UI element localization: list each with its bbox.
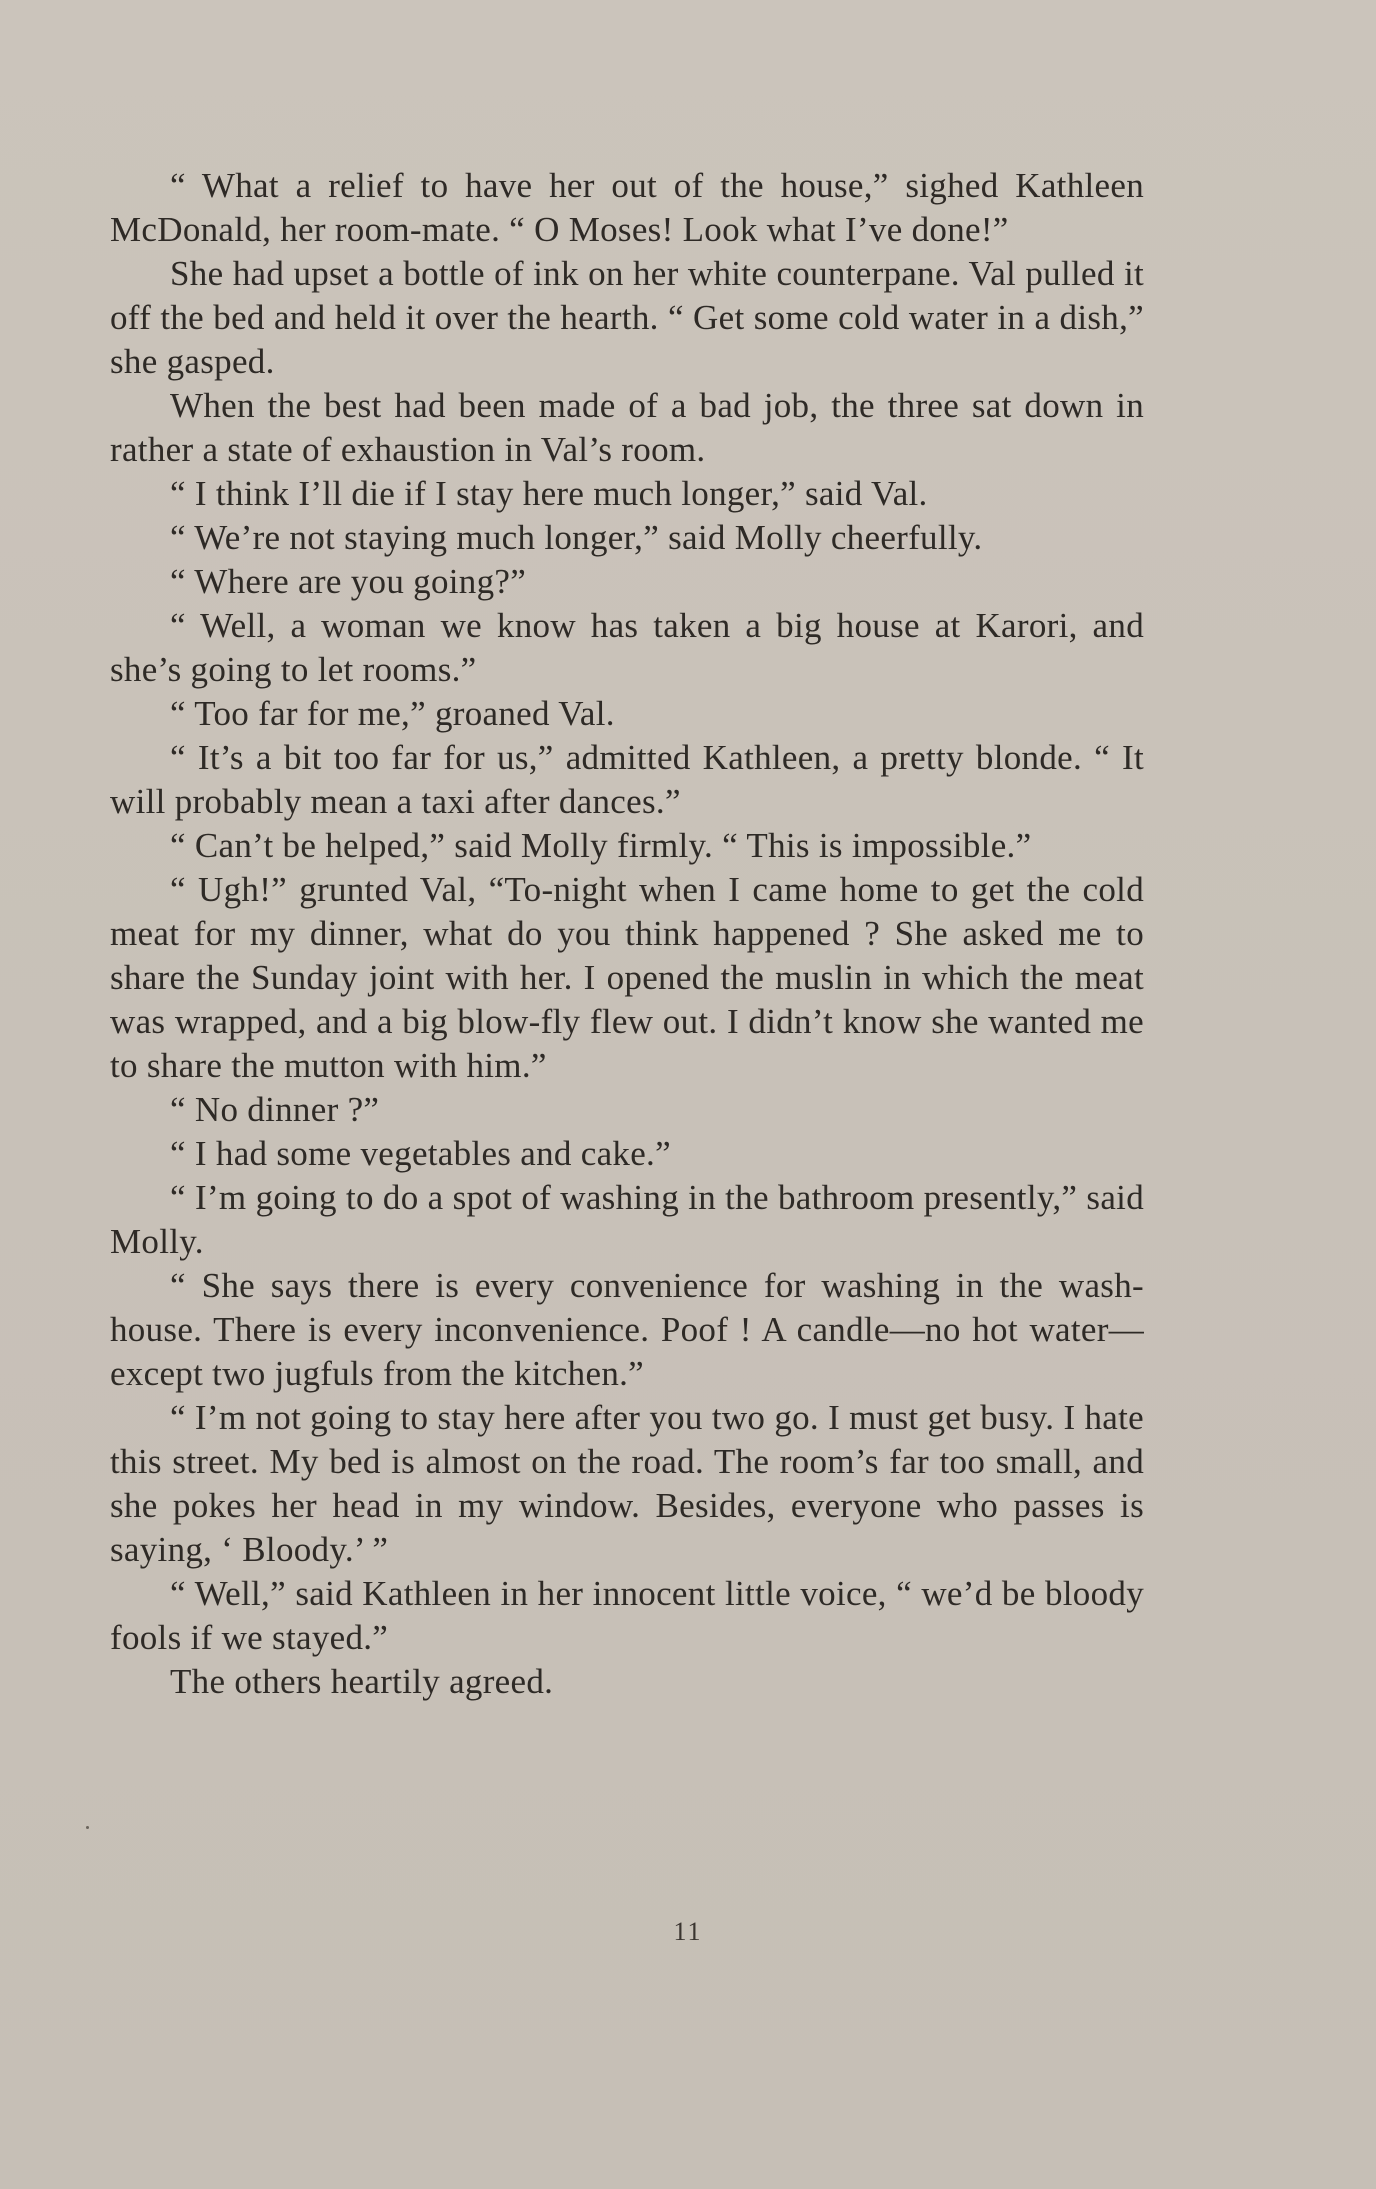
- body-text: [110, 164, 1144, 1704]
- paragraph: “ Can’t be helped,” said Molly firmly. “ This is impossible.”: [170, 826, 1032, 865]
- paragraph: “ We’re not staying much longer,” said Molly cheerfully.: [170, 518, 983, 557]
- paragraph: “ I’m not going to stay here after you two go. I must get busy. I hate this street. My bed is almost on the road. The room’s far too small, and she pokes her head in my window. Besides, everyone who passes is saying, ‘ Bloody.’ ”: [110, 1398, 1144, 1569]
- paragraph: “ I think I’ll die if I stay here much longer,” said Val.: [170, 474, 928, 513]
- paragraph: “ I’m going to do a spot of washing in the bathroom presently,” said Molly.: [110, 1178, 1144, 1261]
- paragraph: “ Where are you going?”: [170, 562, 527, 601]
- paragraph: When the best had been made of a bad job, the three sat down in rather a state of exhaustion in Val’s room.: [110, 386, 1144, 469]
- paragraph: “ Well,” said Kathleen in her innocent little voice, “ we’d be bloody fools if we stayed.”: [110, 1574, 1144, 1657]
- page-number: 11: [673, 1917, 703, 1946]
- paragraph: “ She says there is every convenience for washing in the wash-house. There is every inconvenience. Poof ! A candle—no hot water—except two jugfuls from the kitchen.”: [110, 1266, 1144, 1393]
- paragraph: “ Too far for me,” groaned Val.: [170, 694, 615, 733]
- paragraph: “ Well, a woman we know has taken a big house at Karori, and she’s going to let rooms.”: [110, 606, 1144, 689]
- paragraph: “ It’s a bit too far for us,” admitted Kathleen, a pretty blonde. “ It will probably mean a taxi after dances.”: [110, 738, 1144, 821]
- paragraph: “ I had some vegetables and cake.”: [170, 1134, 671, 1173]
- paragraph: “ No dinner ?”: [170, 1090, 380, 1129]
- paragraph: She had upset a bottle of ink on her white counterpane. Val pulled it off the bed and held it over the hearth. “ Get some cold water in a dish,” she gasped.: [110, 254, 1144, 381]
- paragraph: “ Ugh!” grunted Val, “To-night when I came home to get the cold meat for my dinner, what do you think happened ? She asked me to share the Sunday joint with her. I opened the muslin in which the meat was wrapped, and a big blow-fly flew out. I didn’t know she wanted me to share the mutton with him.”: [110, 870, 1144, 1085]
- margin-dot: [86, 1826, 89, 1829]
- paragraph: The others heartily agreed.: [170, 1662, 554, 1701]
- paragraph: “ What a relief to have her out of the house,” sighed Kathleen McDonald, her room-mate. “ O Moses! Look what I’ve done!”: [110, 166, 1144, 249]
